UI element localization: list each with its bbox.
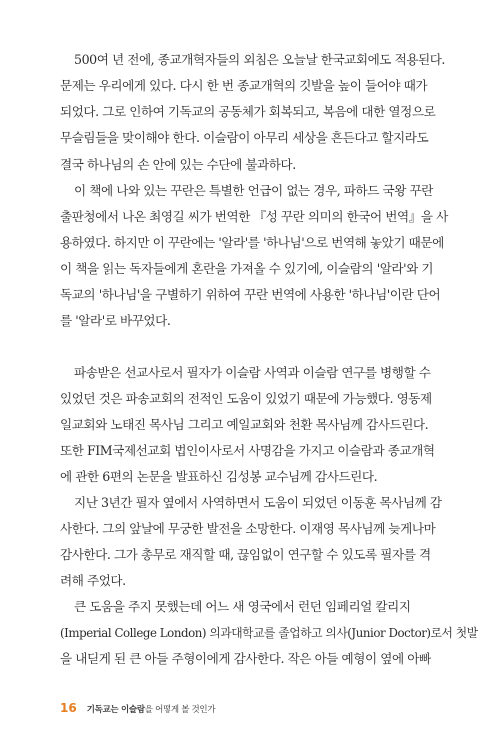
text-line: 이 책을 읽는 독자들에게 혼란을 가져올 수 있기에, 이슬람의 '알라'와 기 xyxy=(60,261,434,276)
text-line: 사한다. 그의 앞날에 무궁한 발전을 소망한다. 이재영 목사님께 늦게나마 xyxy=(60,521,436,536)
text-line: 결국 하나님의 손 안에 있는 수단에 불과하다. xyxy=(60,157,296,172)
text-line: 무슬림들을 맞이해야 한다. 이슬람이 아무리 세상을 흔든다고 할지라도 xyxy=(60,130,429,145)
text-line: 출판청에서 나온 최영길 씨가 번역한 『성 꾸란 의미의 한국어 번역』을 사 xyxy=(60,209,448,224)
text-line: 를 '알라'로 바꾸었다. xyxy=(60,313,171,328)
text-line: (Imperial College London) 의과대학교를 졸업하고 의사(Junior Doctor)로서 첫발 xyxy=(60,626,478,640)
text-line: 또한 FIM국제선교회 법인이사로서 사명감을 가지고 이슬람과 종교개혁 xyxy=(60,443,435,458)
text-line: 에 관한 6편의 논문을 발표하신 김성봉 교수님께 감사드린다. xyxy=(60,469,378,484)
running-head-rest: 을 어떻게 볼 것인가 xyxy=(144,705,216,715)
text-line: 지난 3년간 필자 옆에서 사역하면서 도움이 되었던 이동훈 목사님께 감 xyxy=(74,495,442,510)
text-line: 독교의 '하나님'을 구별하기 위하여 꾸란 번역에 사용한 '하나님'이란 단어 xyxy=(60,287,441,302)
text-line: 큰 도움을 주지 못했는데 어느 새 영국에서 런던 임페리얼 칼리지 xyxy=(74,599,411,614)
text-line: 을 내딛게 된 큰 아들 주형이에게 감사한다. 작은 아들 예형이 옆에 아빠 xyxy=(60,651,431,666)
text-line: 있었던 것은 파송교회의 전적인 도움이 있었기 때문에 가능했다. 영동제 xyxy=(60,391,432,406)
text-line: 파송받은 선교사로서 필자가 이슬람 사역과 이슬람 연구를 병행할 수 xyxy=(74,365,431,380)
text-line: 일교회와 노태진 목사님 그리고 예일교회와 천환 목사님께 감사드린다. xyxy=(60,417,429,432)
text-line: 이 책에 나와 있는 꾸란은 특별한 언급이 없는 경우, 파하드 국왕 꾸란 xyxy=(74,183,433,198)
text-line: 되었다. 그로 인하여 기독교의 공동체가 회복되고, 복음에 대한 열정으로 xyxy=(60,104,436,119)
text-line: 500여 년 전에, 종교개혁자들의 외침은 오늘날 한국교회에도 적용된다. xyxy=(74,52,445,67)
text-line: 려해 주었다. xyxy=(60,573,126,588)
text-line: 용하였다. 하지만 이 꾸란에는 '알라'를 '하나님'으로 번역해 놓았기 때문에 xyxy=(60,235,444,250)
text-line: 문제는 우리에게 있다. 다시 한 번 종교개혁의 깃발을 높이 들어야 때가 xyxy=(60,78,428,93)
page-footer xyxy=(60,701,215,717)
running-head-bold: 기독교는 이슬람 xyxy=(86,705,145,715)
running-head xyxy=(87,703,216,715)
page-number: 16 xyxy=(60,701,77,715)
text-line: 감사한다. 그가 총무로 재직할 때, 끊임없이 연구할 수 있도록 필자를 격 xyxy=(60,547,431,562)
